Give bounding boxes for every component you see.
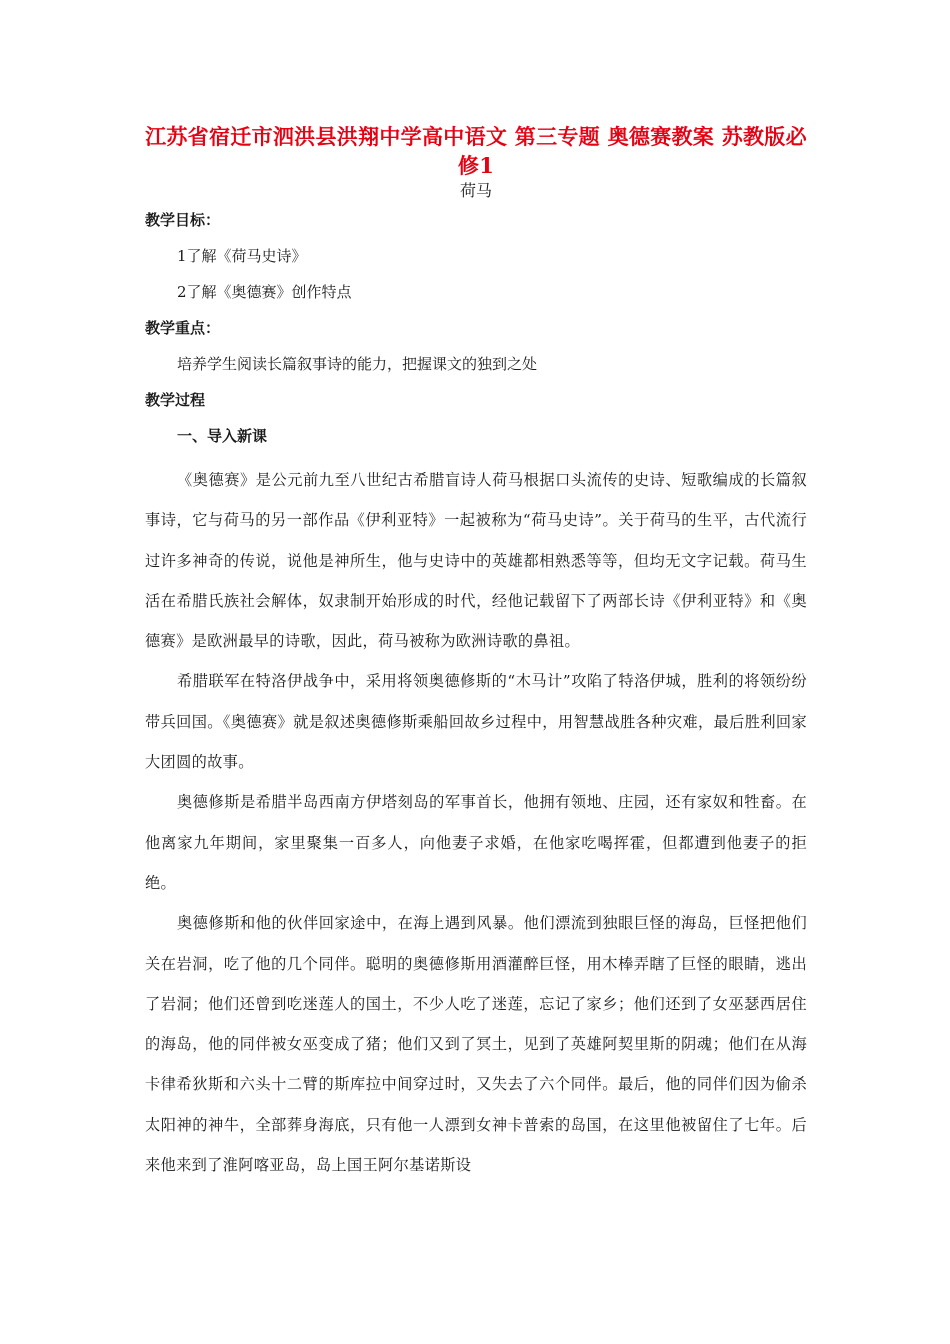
author-name: 荷马 [459, 181, 492, 200]
objectives-heading: 教学目标： [145, 211, 221, 229]
paragraph-journey: 奥德修斯和他的伙伴回家途中，在海上遇到风暴。他们漂流到独眼巨怪的海岛，巨怪把他们关在岩洞，吃了他的几个同伴。聪明的奥德修斯用酒灌醉巨怪，用木棒弄瞎了巨怪的眼睛，逃出了岩洞；他们还曾到吃迷莲人的国土，不少人吃了迷莲，忘记了家乡；他们还到了女巫瑟西居住的海岛，他的同伴被女巫变成了猪；他们又到了冥土，见到了英雄阿契里斯的阴魂；他们在从海卡律希狄斯和六头十二臂的斯库拉中间穿过时，又失去了六个同伴。最后，他的同伴们因为偷杀太阳神的神牛，全部葬身海底，只有他一人漂到女神卡普索的岛国，在这里他被留住了七年。后来他来到了淮阿喀亚岛，岛上国王阿尔基诺斯设 [145, 914, 807, 1175]
document-title: 江苏省宿迁市泗洪县洪翔中学高中语文 第三专题 奥德赛教案 苏教版必修1 [145, 124, 807, 178]
paragraph-odysseus-home: 奥德修斯是希腊半岛西南方伊塔刻岛的军事首长，他拥有领地、庄园，还有家奴和牲畜。在他离家九年期间，家里聚集一百多人，向他妻子求婚，在他家吃喝挥霍，但都遭到他妻子的拒绝。 [145, 793, 807, 892]
objective-item-2: 2了解《奥德赛》创作特点 [177, 283, 352, 301]
objective-item-1: 1了解《荷马史诗》 [177, 247, 307, 265]
focus-text: 培养学生阅读长篇叙事诗的能力，把握课文的独到之处 [177, 355, 538, 373]
document-page [145, 118, 807, 1185]
step1-heading: 一、导入新课 [177, 427, 268, 445]
paragraph-trojan-war: 希腊联军在特洛伊战争中，采用将领奥德修斯的“木马计”攻陷了特洛伊城，胜利的将领纷纷带兵回国。《奥德赛》就是叙述奥德修斯乘船回故乡过程中，用智慧战胜各种灾难，最后胜利回家大团圆的故事。 [145, 672, 807, 772]
process-heading: 教学过程 [145, 391, 206, 409]
paragraph-intro: 《奥德赛》是公元前九至八世纪古希腊盲诗人荷马根据口头流传的史诗、短歌编成的长篇叙事诗，它与荷马的另一部作品《伊利亚特》一起被称为“荷马史诗”。关于荷马的生平，古代流行过许多神奇的传说，说他是神所生，他与史诗中的英雄都相熟悉等等，但均无文字记载。荷马生活在希腊氏族社会解体，奴隶制开始形成的时代，经他记载留下了两部长诗《伊利亚特》和《奥德赛》是欧洲最早的诗歌，因此，荷马被称为欧洲诗歌的鼻祖。 [145, 471, 807, 651]
focus-heading: 教学重点： [145, 319, 221, 337]
